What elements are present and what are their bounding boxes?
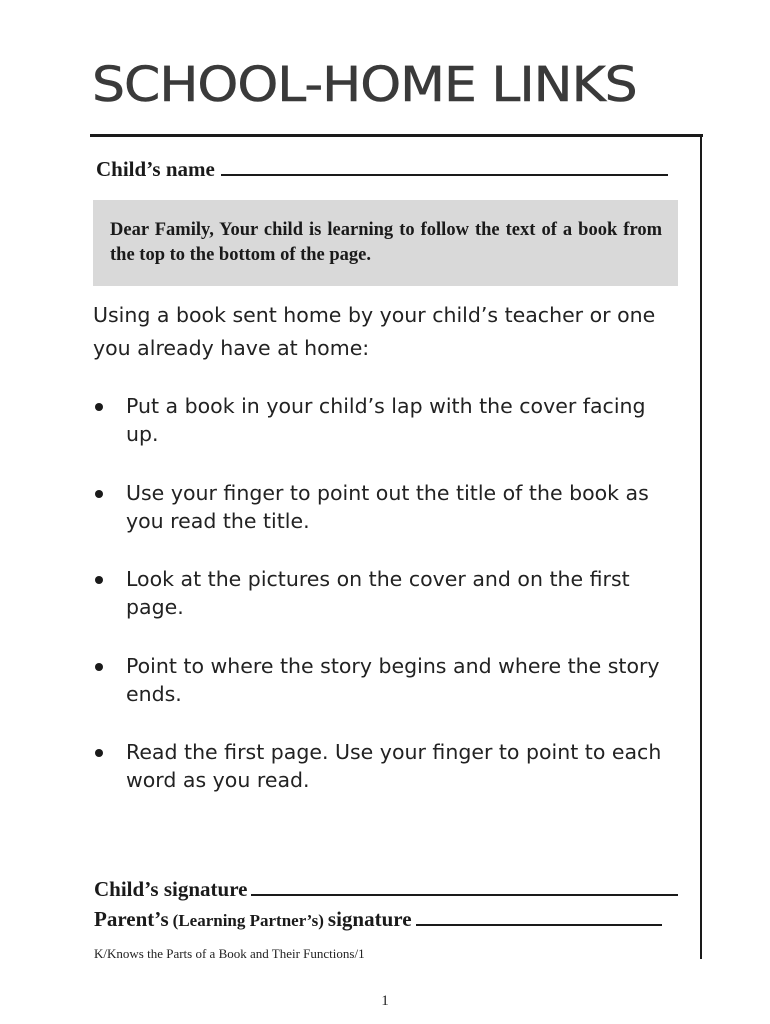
parent-signature-label-start: Parent’s xyxy=(94,907,169,931)
parent-signature-field xyxy=(94,907,662,932)
frame-right-rule xyxy=(700,134,702,959)
child-name-label: Child’s name xyxy=(96,157,215,181)
instruction-list xyxy=(93,392,683,825)
list-item xyxy=(93,392,683,479)
list-item xyxy=(93,479,683,566)
parent-signature-line xyxy=(416,908,662,926)
list-item xyxy=(93,565,683,652)
family-notice-text: Dear Family, Your child is learning to follow the text of a book from the top to the bottom of the page. xyxy=(110,220,662,265)
parent-signature-label-end: signature xyxy=(327,907,412,931)
page-title: SCHOOL-HOME LINKS xyxy=(92,58,637,114)
child-name-line xyxy=(221,156,668,176)
list-item-text: Put a book in your child’s lap with the cover facing up. xyxy=(126,394,646,446)
intro-text: Using a book sent home by your child’s teacher or one you already have at home: xyxy=(93,303,656,360)
child-signature-field xyxy=(94,877,678,902)
child-name-field xyxy=(96,156,668,184)
bullet-icon xyxy=(95,403,103,411)
list-item-text: Look at the pictures on the cover and on the first page. xyxy=(126,567,630,619)
bullet-icon xyxy=(95,490,103,498)
child-signature-line xyxy=(251,878,678,896)
title-rule xyxy=(90,134,703,137)
bullet-icon xyxy=(95,749,103,757)
list-item xyxy=(93,652,683,739)
page-number: 1 xyxy=(381,993,389,1009)
list-item-text: Use your finger to point out the title of the book as you read the title. xyxy=(126,480,649,533)
bullet-icon xyxy=(95,663,103,671)
family-notice-box xyxy=(93,200,678,286)
child-signature-label: Child’s signature xyxy=(94,877,248,901)
list-item-text: Read the first page. Use your finger to point to each word as you read. xyxy=(126,740,662,792)
bullet-icon xyxy=(95,576,103,584)
list-item xyxy=(93,738,683,825)
parent-signature-label-paren: (Learning Partner’s) xyxy=(172,911,324,930)
standard-code: K/Knows the Parts of a Book and Their Functions/1 xyxy=(94,946,365,961)
list-item-text: Point to where the story begins and where the story ends. xyxy=(126,653,660,706)
